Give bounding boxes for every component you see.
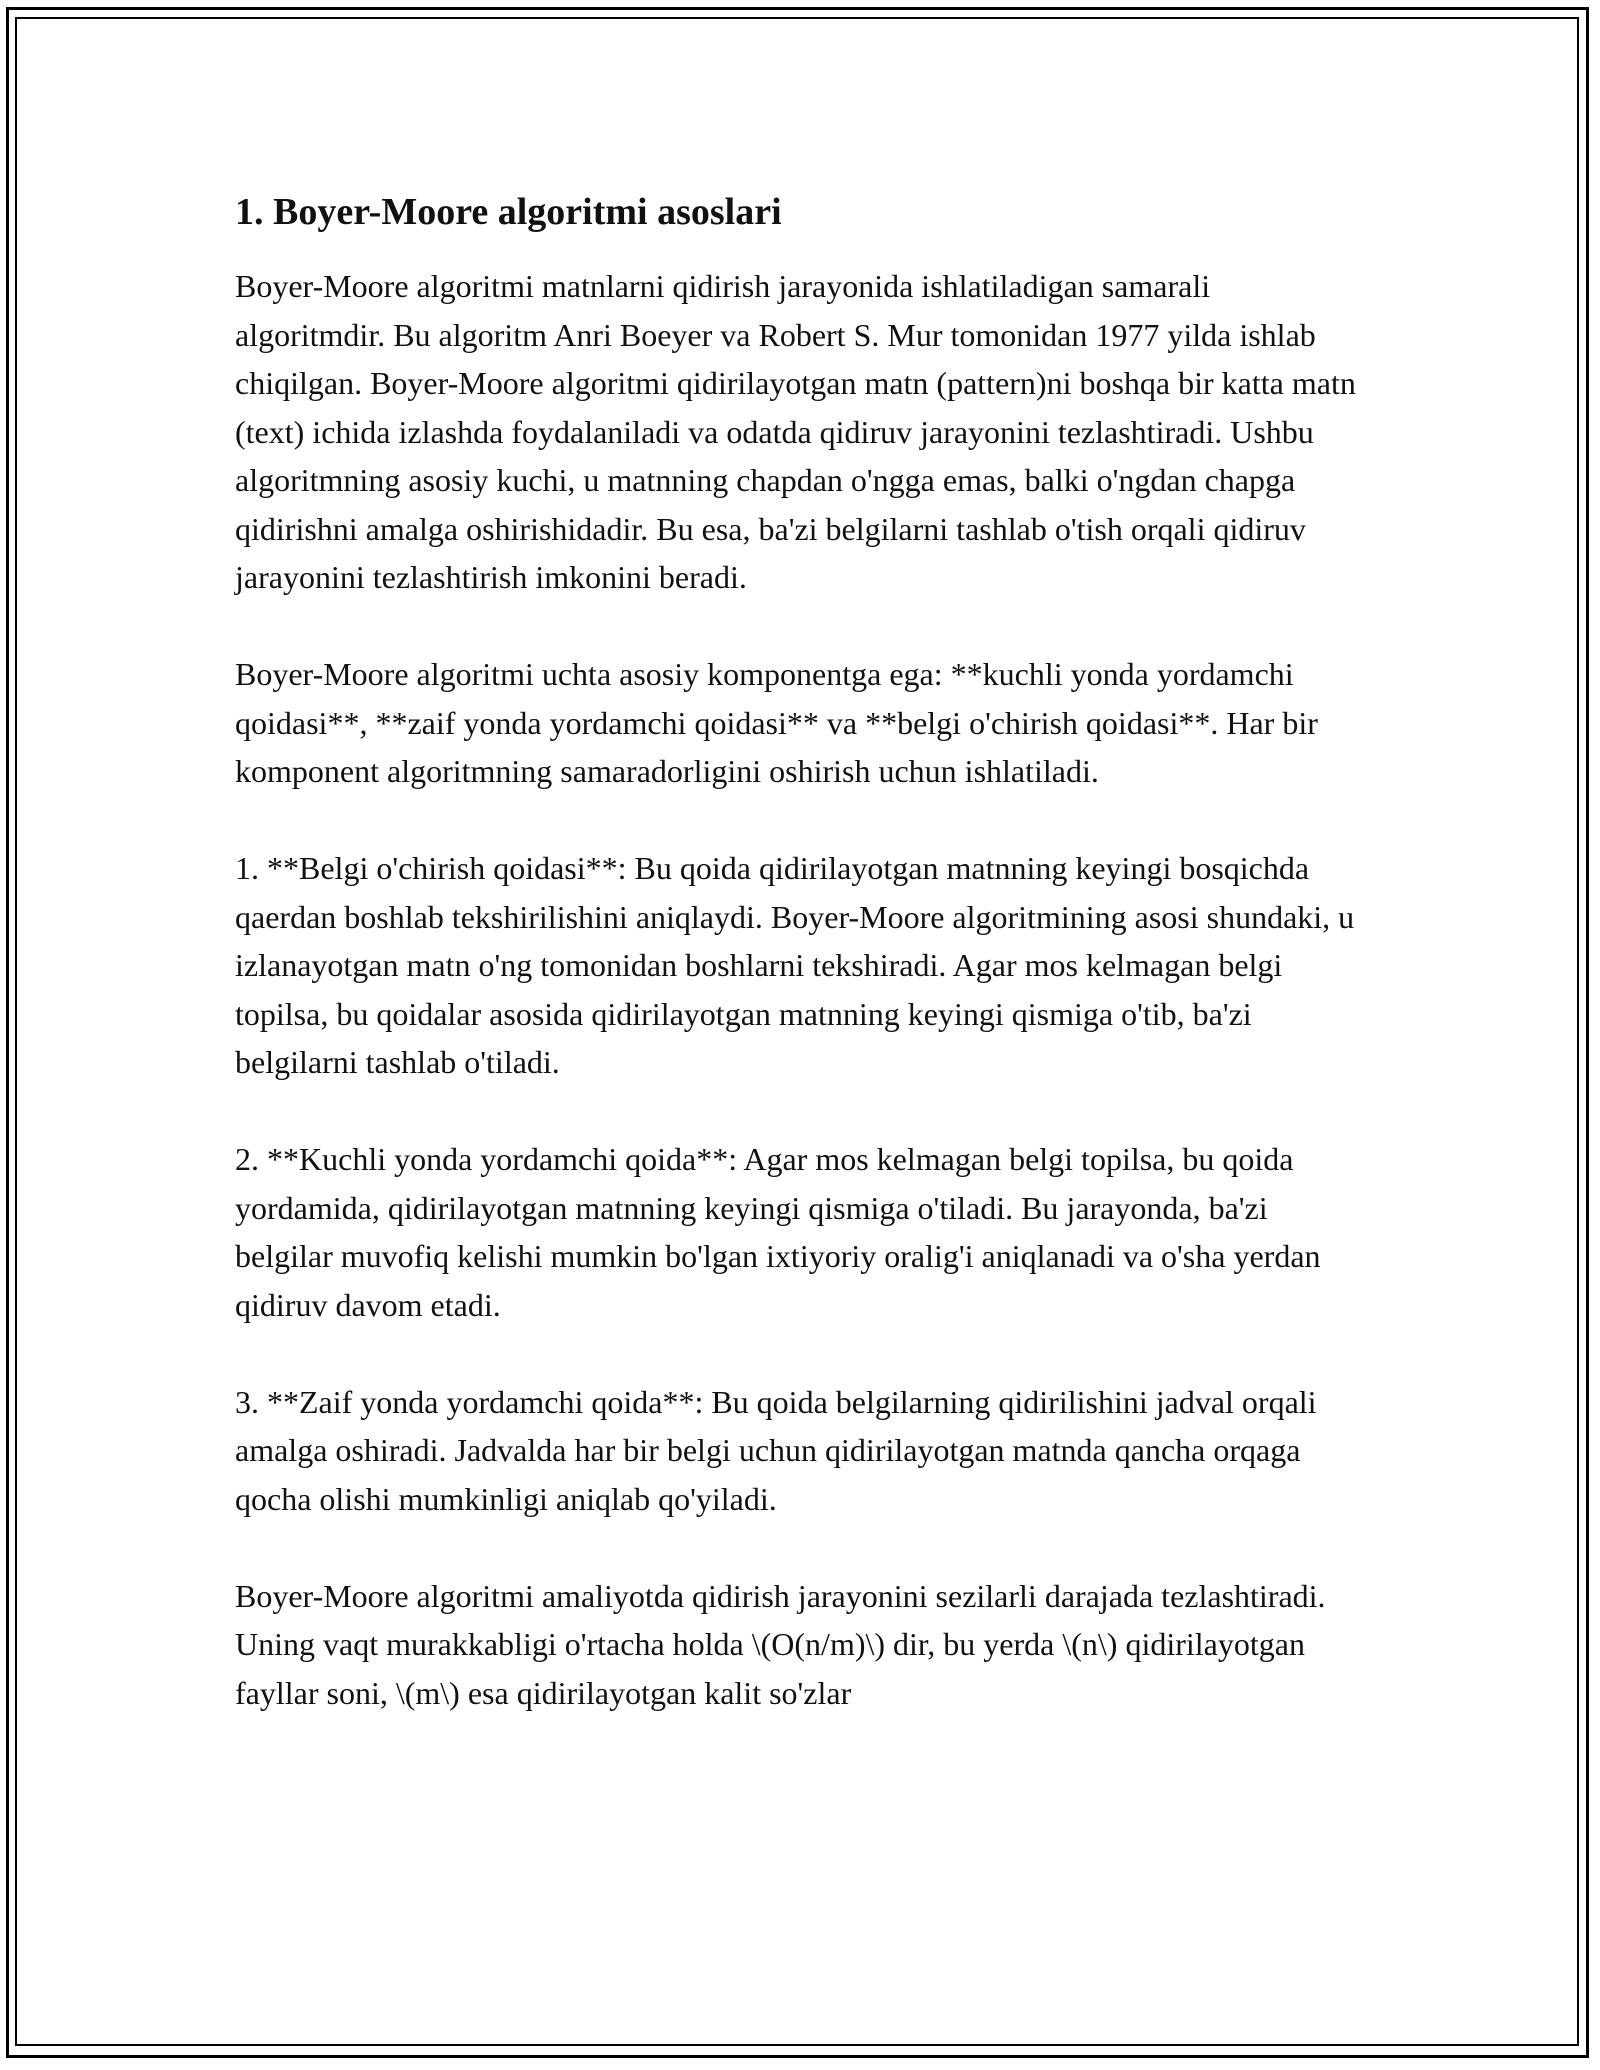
paragraph-rule-2: 2. **Kuchli yonda yordamchi qoida**: Agar mos kelmagan belgi topilsa, bu qoida yordamida, qidirilayotgan matnning keyingi qismiga o'tiladi. Bu jarayonda, ba'zi belgilar muvofiq kelishi mumkin bo'lgan ixtiyoriy oralig'i aniqlanadi va o'sha yerdan qidiruv davom etadi. [235,1141,1321,1323]
paragraph-complexity: Boyer-Moore algoritmi amaliyotda qidirish jarayonini sezilarli darajada tezlashtiradi. Uning vaqt murakkabligi o'rtacha holda \(O(n/m)\) dir, bu yerda \(n\) qidirilayotgan fayllar soni, \(m\) esa qidirilayotgan kalit so'zlar [235,1577,1326,1711]
section-heading: 1. Boyer-Moore algoritmi asoslari [235,191,782,233]
paragraph-rule-3: 3. **Zaif yonda yordamchi qoida**: Bu qoida belgilarning qidirilishini jadval orqali amalga oshiradi. Jadvalda har bir belgi uchun qidirilayotgan matnda qancha orqaga qocha olishi mumkinligi aniqlab qo'yiladi. [235,1383,1317,1517]
paragraph-rule-1: 1. **Belgi o'chirish qoidasi**: Bu qoida qidirilayotgan matnning keyingi bosqichda qaerdan boshlab tekshirilishini aniqlaydi. Boyer-Moore algoritmining asosi shundaki, u izlanayotgan matn o'ng tomonidan boshlarni tekshiradi. Agar mos kelmagan belgi topilsa, bu qoidalar asosida qidirilayotgan matnning keyingi qismiga o'tib, ba'zi belgilarni tashlab o'tiladi. [235,850,1355,1080]
document-body [235,188,1365,1766]
paragraph-components: Boyer-Moore algoritmi uchta asosiy komponentga ega: **kuchli yonda yordamchi qoidasi**, **zaif yonda yordamchi qoidasi** va **belgi o'chirish qoidasi**. Har bir komponent algoritmning samaradorligini oshirish uchun ishlatiladi. [235,656,1318,789]
paragraph-intro: Boyer-Moore algoritmi matnlarni qidirish jarayonida ishlatiladigan samarali algoritmdir. Bu algoritm Anri Boeyer va Robert S. Mur tomonidan 1977 yilda ishlab chiqilgan. Boyer-Moore algoritmi qidirilayotgan matn (pattern)ni boshqa bir katta matn (text) ichida izlashda foydalaniladi va odatda qidiruv jarayonini tezlashtiradi. Ushbu algoritmning asosiy kuchi, u matnning chapdan o'ngga emas, balki o'ngdan chapga qidirishni amalga oshirishidadir. Bu esa, ba'zi belgilarni tashlab o'tish orqali qidiruv jarayonini tezlashtirish imkonini beradi. [235,268,1356,595]
